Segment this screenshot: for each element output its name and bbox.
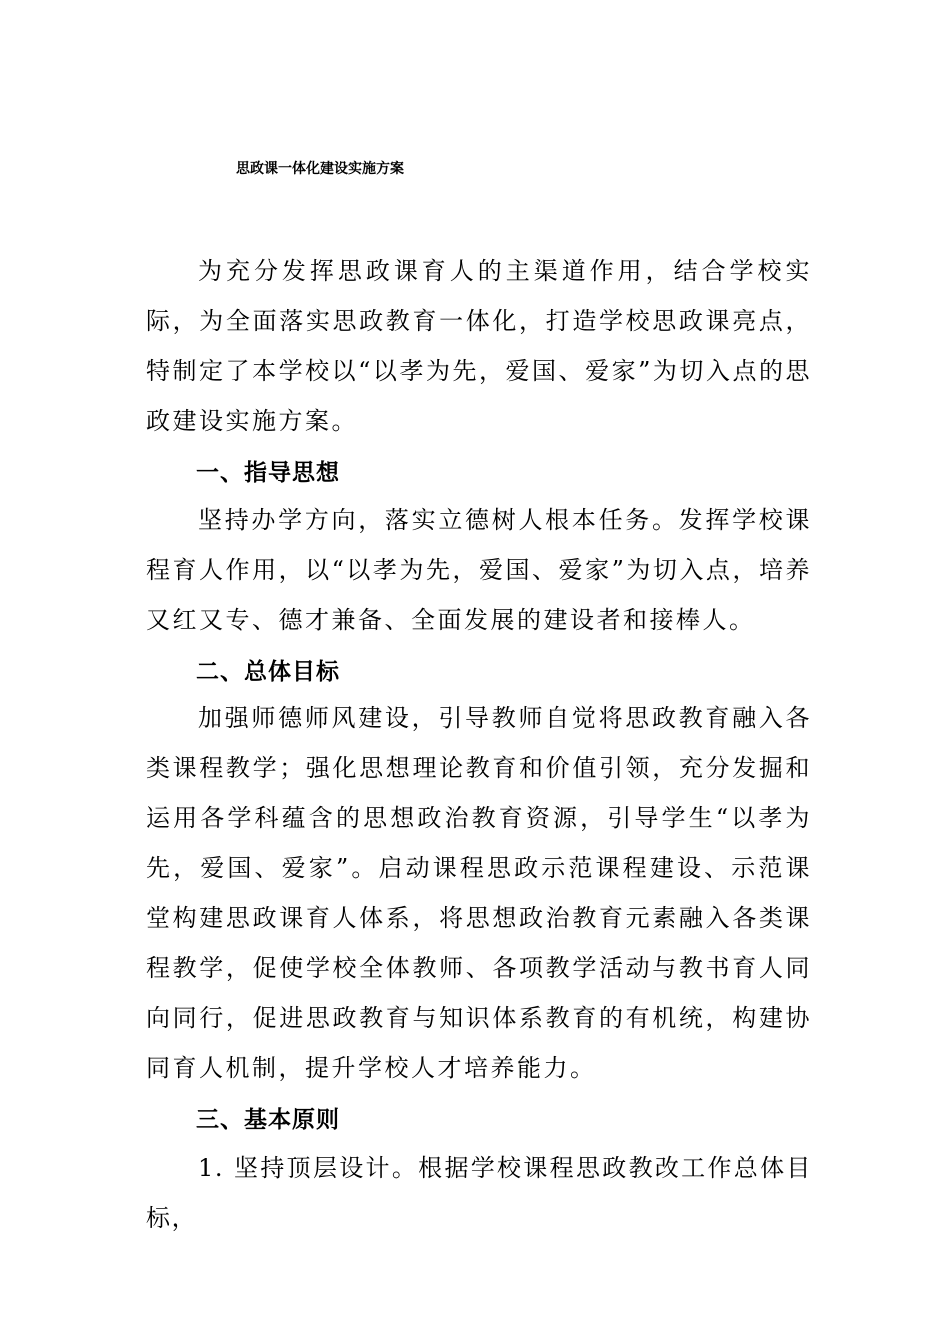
section-paragraph-overall-goal: 加强师德师风建设，引导教师自觉将思政教育融入各类课程教学；强化思想理论教育和价值引领，充分发掘和运用各学科蕴含的思想政治教育资源，引导学生“以孝为先，爱国、爱家”。启动课程思政示范课程建设、示范课堂构建思政课育人体系，将思想政治教育元素融入各类课程教学，促使学校全体教师、各项教学活动与教书育人同向同行，促进思政教育与知识体系教育的有机统，构建协同育人机制，提升学校人才培养能力。 [146, 704, 812, 1082]
section-heading-basic-principles: 三、基本原则 [196, 1107, 340, 1133]
section-paragraph-basic-principles: 1. 坚持顶层设计。根据学校课程思政教改工作总体目标， [146, 1154, 812, 1232]
document-title: 思政课一体化建设实施方案 [236, 161, 404, 177]
section-heading-overall-goal: 二、总体目标 [196, 659, 340, 685]
section-paragraph-guiding-ideology: 坚持办学方向，落实立德树人根本任务。发挥学校课程育人作用，以“以孝为先，爱国、爱家”为切入点，培养又红又专、德才兼备、全面发展的建设者和接棒人。 [146, 506, 812, 634]
intro-paragraph: 为充分发挥思政课育人的主渠道作用，结合学校实际，为全面落实思政教育一体化，打造学校思政课亮点，特制定了本学校以“以孝为先，爱国、爱家”为切入点的思政建设实施方案。 [146, 257, 812, 435]
section-heading-guiding-ideology: 一、指导思想 [196, 460, 340, 486]
